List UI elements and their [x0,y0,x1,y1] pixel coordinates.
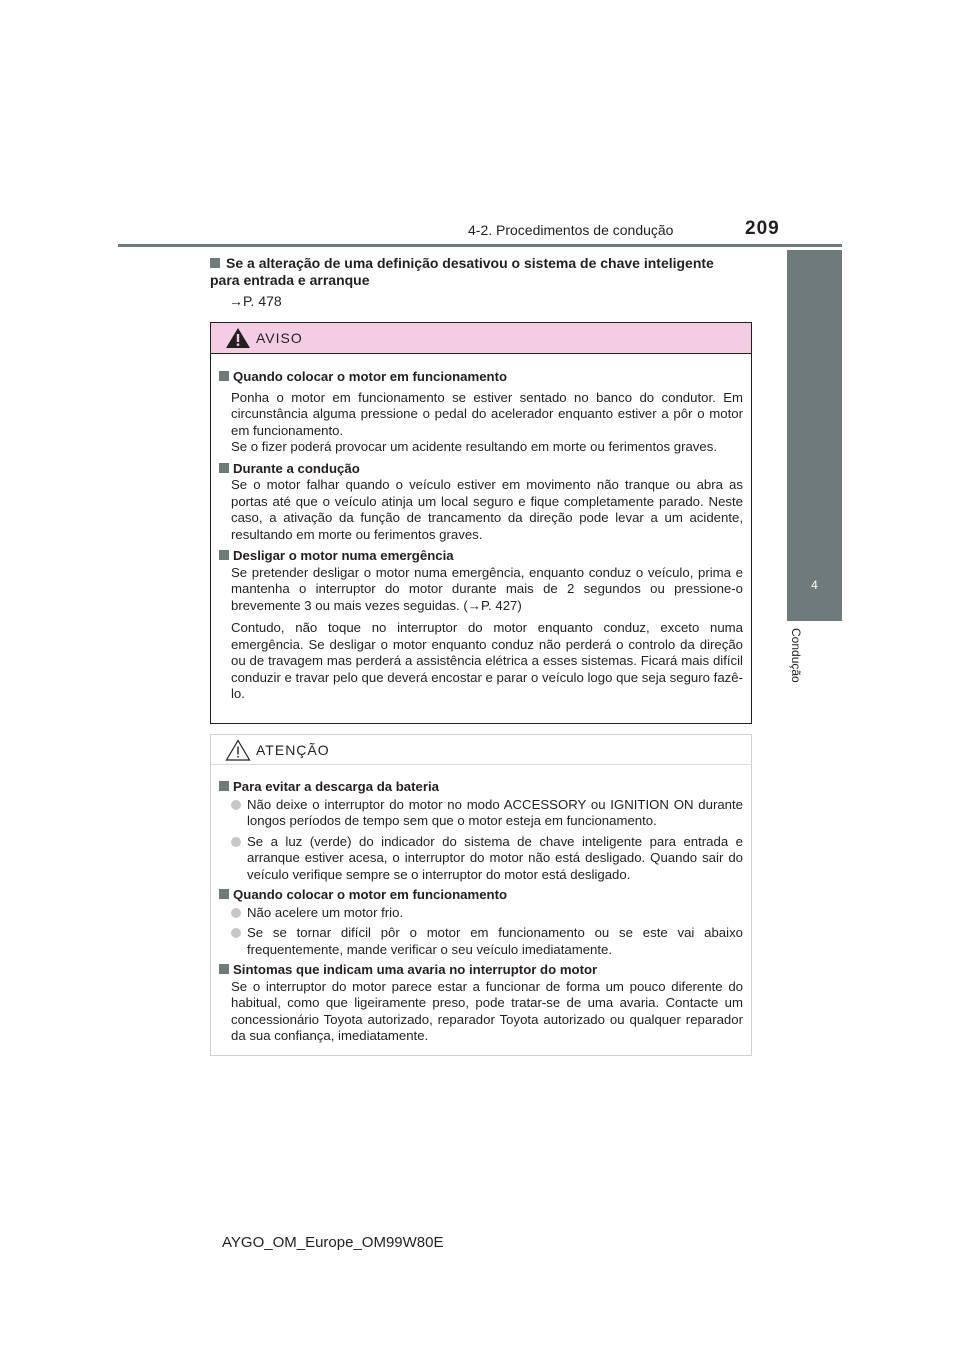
document-code: AYGO_OM_Europe_OM99W80E [222,1234,444,1251]
square-bullet-icon [219,889,229,899]
square-bullet-icon [219,463,229,473]
notice-item-heading-text: Sintomas que indicam uma avaria no interruptor do motor [233,962,598,977]
square-bullet-icon [210,258,220,268]
square-bullet-icon [219,371,229,381]
caution-triangle-icon [225,739,251,761]
notice-item-heading-text: Para evitar a descarga da bateria [233,779,439,794]
round-bullet-icon [231,837,241,847]
warning-item-heading-text: Durante a condução [233,460,360,476]
warning-box-title: AVISO [256,330,303,346]
intro-page-reference: →P. 478 [229,293,282,309]
side-tab-number: 4 [811,578,818,592]
warning-paragraph: Se pretender desligar o motor numa emergência, enquanto conduz o veículo, prima e mantenha o interruptor do motor durante mais de 2 segundos ou pressione-o brevemente 3 ou mais vezes seguidas. (→P. 427) [231,564,743,613]
warning-item-heading [219,548,743,565]
intro-heading [210,255,730,289]
warning-triangle-icon [225,327,251,349]
square-bullet-icon [219,550,229,560]
section-title: 4-2. Procedimentos de condução [468,222,674,238]
notice-box-header [211,735,751,765]
page-number: 209 [745,218,780,239]
warning-item-heading-text: Quando colocar o motor em funcionamento [233,369,508,384]
side-tab-label-wrap [783,618,813,708]
warning-paragraph: Se o fizer poderá provocar um acidente resultando em morte ou ferimentos graves. [231,439,717,454]
notice-bullet-text: Não acelere um motor frio. [247,904,404,920]
side-tab-label: Condução [789,628,803,683]
notice-item-heading-text: Quando colocar o motor em funcionamento [233,887,508,902]
round-bullet-icon [231,800,241,810]
notice-bullet [219,905,743,922]
notice-bullet-text: Se se tornar difícil pôr o motor em funcionamento ou se este vai abaixo frequentemente, mande verificar o seu veículo imediatamente. [247,925,743,957]
warning-item-heading [219,461,743,478]
notice-box [210,734,752,1056]
notice-bullet-text: Se a luz (verde) do indicador do sistema de chave inteligente para entrada e arranque estiver acesa, o interruptor do motor não está desligado. Quando sair do veículo verifique sempre se o interruptor do motor está desligado. [247,833,743,882]
notice-paragraph: Se o interruptor do motor parece estar a funcionar de forma um pouco diferente do habitual, como que ligeiramente preso, pode tratar-se de uma avaria. Contacte um concessionário Toyota autorizado, reparador Toyota autorizado ou qualquer reparador da sua confiança, imediatamente. [231,978,743,1043]
square-bullet-icon [219,781,229,791]
notice-item-heading [219,887,743,904]
side-tab [787,563,842,621]
notice-item-heading [219,779,743,796]
notice-item-heading [219,962,743,979]
warning-item-heading [219,369,743,386]
notice-bullet [219,797,743,830]
side-tab-strip [787,250,842,563]
notice-box-title: ATENÇÃO [256,742,330,758]
warning-paragraph: Se o motor falhar quando o veículo estiver em movimento não tranque ou abra as portas até que o veículo atinja um local seguro e fique completamente parado. Neste caso, a ativação da função de trancamento da direção pode levar a um acidente, resultando em morte ou ferimentos graves. [231,477,743,542]
header-rule [118,244,842,247]
notice-bullet [219,925,743,958]
warning-box-content [219,365,743,703]
warning-box-header [211,323,751,354]
square-bullet-icon [219,964,229,974]
intro-heading-text: Se a alteração de uma definição desativou o sistema de chave inteligente para entrada e arranque [210,255,714,288]
warning-paragraph: Ponha o motor em funcionamento se estiver sentado no banco do condutor. Em circunstância alguma pressione o pedal do acelerador enquanto estiver a pôr o motor em funcionamento. [231,389,743,438]
round-bullet-icon [231,908,241,918]
notice-box-content [219,775,743,1045]
notice-bullet [219,834,743,884]
warning-box [210,322,752,724]
round-bullet-icon [231,928,241,938]
warning-paragraph: Contudo, não toque no interruptor do motor enquanto conduz, exceto numa emergência. Se desligar o motor enquanto conduz não perderá o controlo da direção ou de travagem mas perderá a assistência elétrica a esses sistemas. Ficará mais difícil conduzir e travar pelo que deverá encostar e parar o veículo logo que seja seguro fazê-lo. [231,620,743,701]
warning-item-heading-text: Desligar o motor numa emergência [233,548,454,563]
notice-bullet-text: Não deixe o interruptor do motor no modo ACCESSORY ou IGNITION ON durante longos períodos de tempo sem que o motor esteja em funcionamento. [247,796,743,828]
